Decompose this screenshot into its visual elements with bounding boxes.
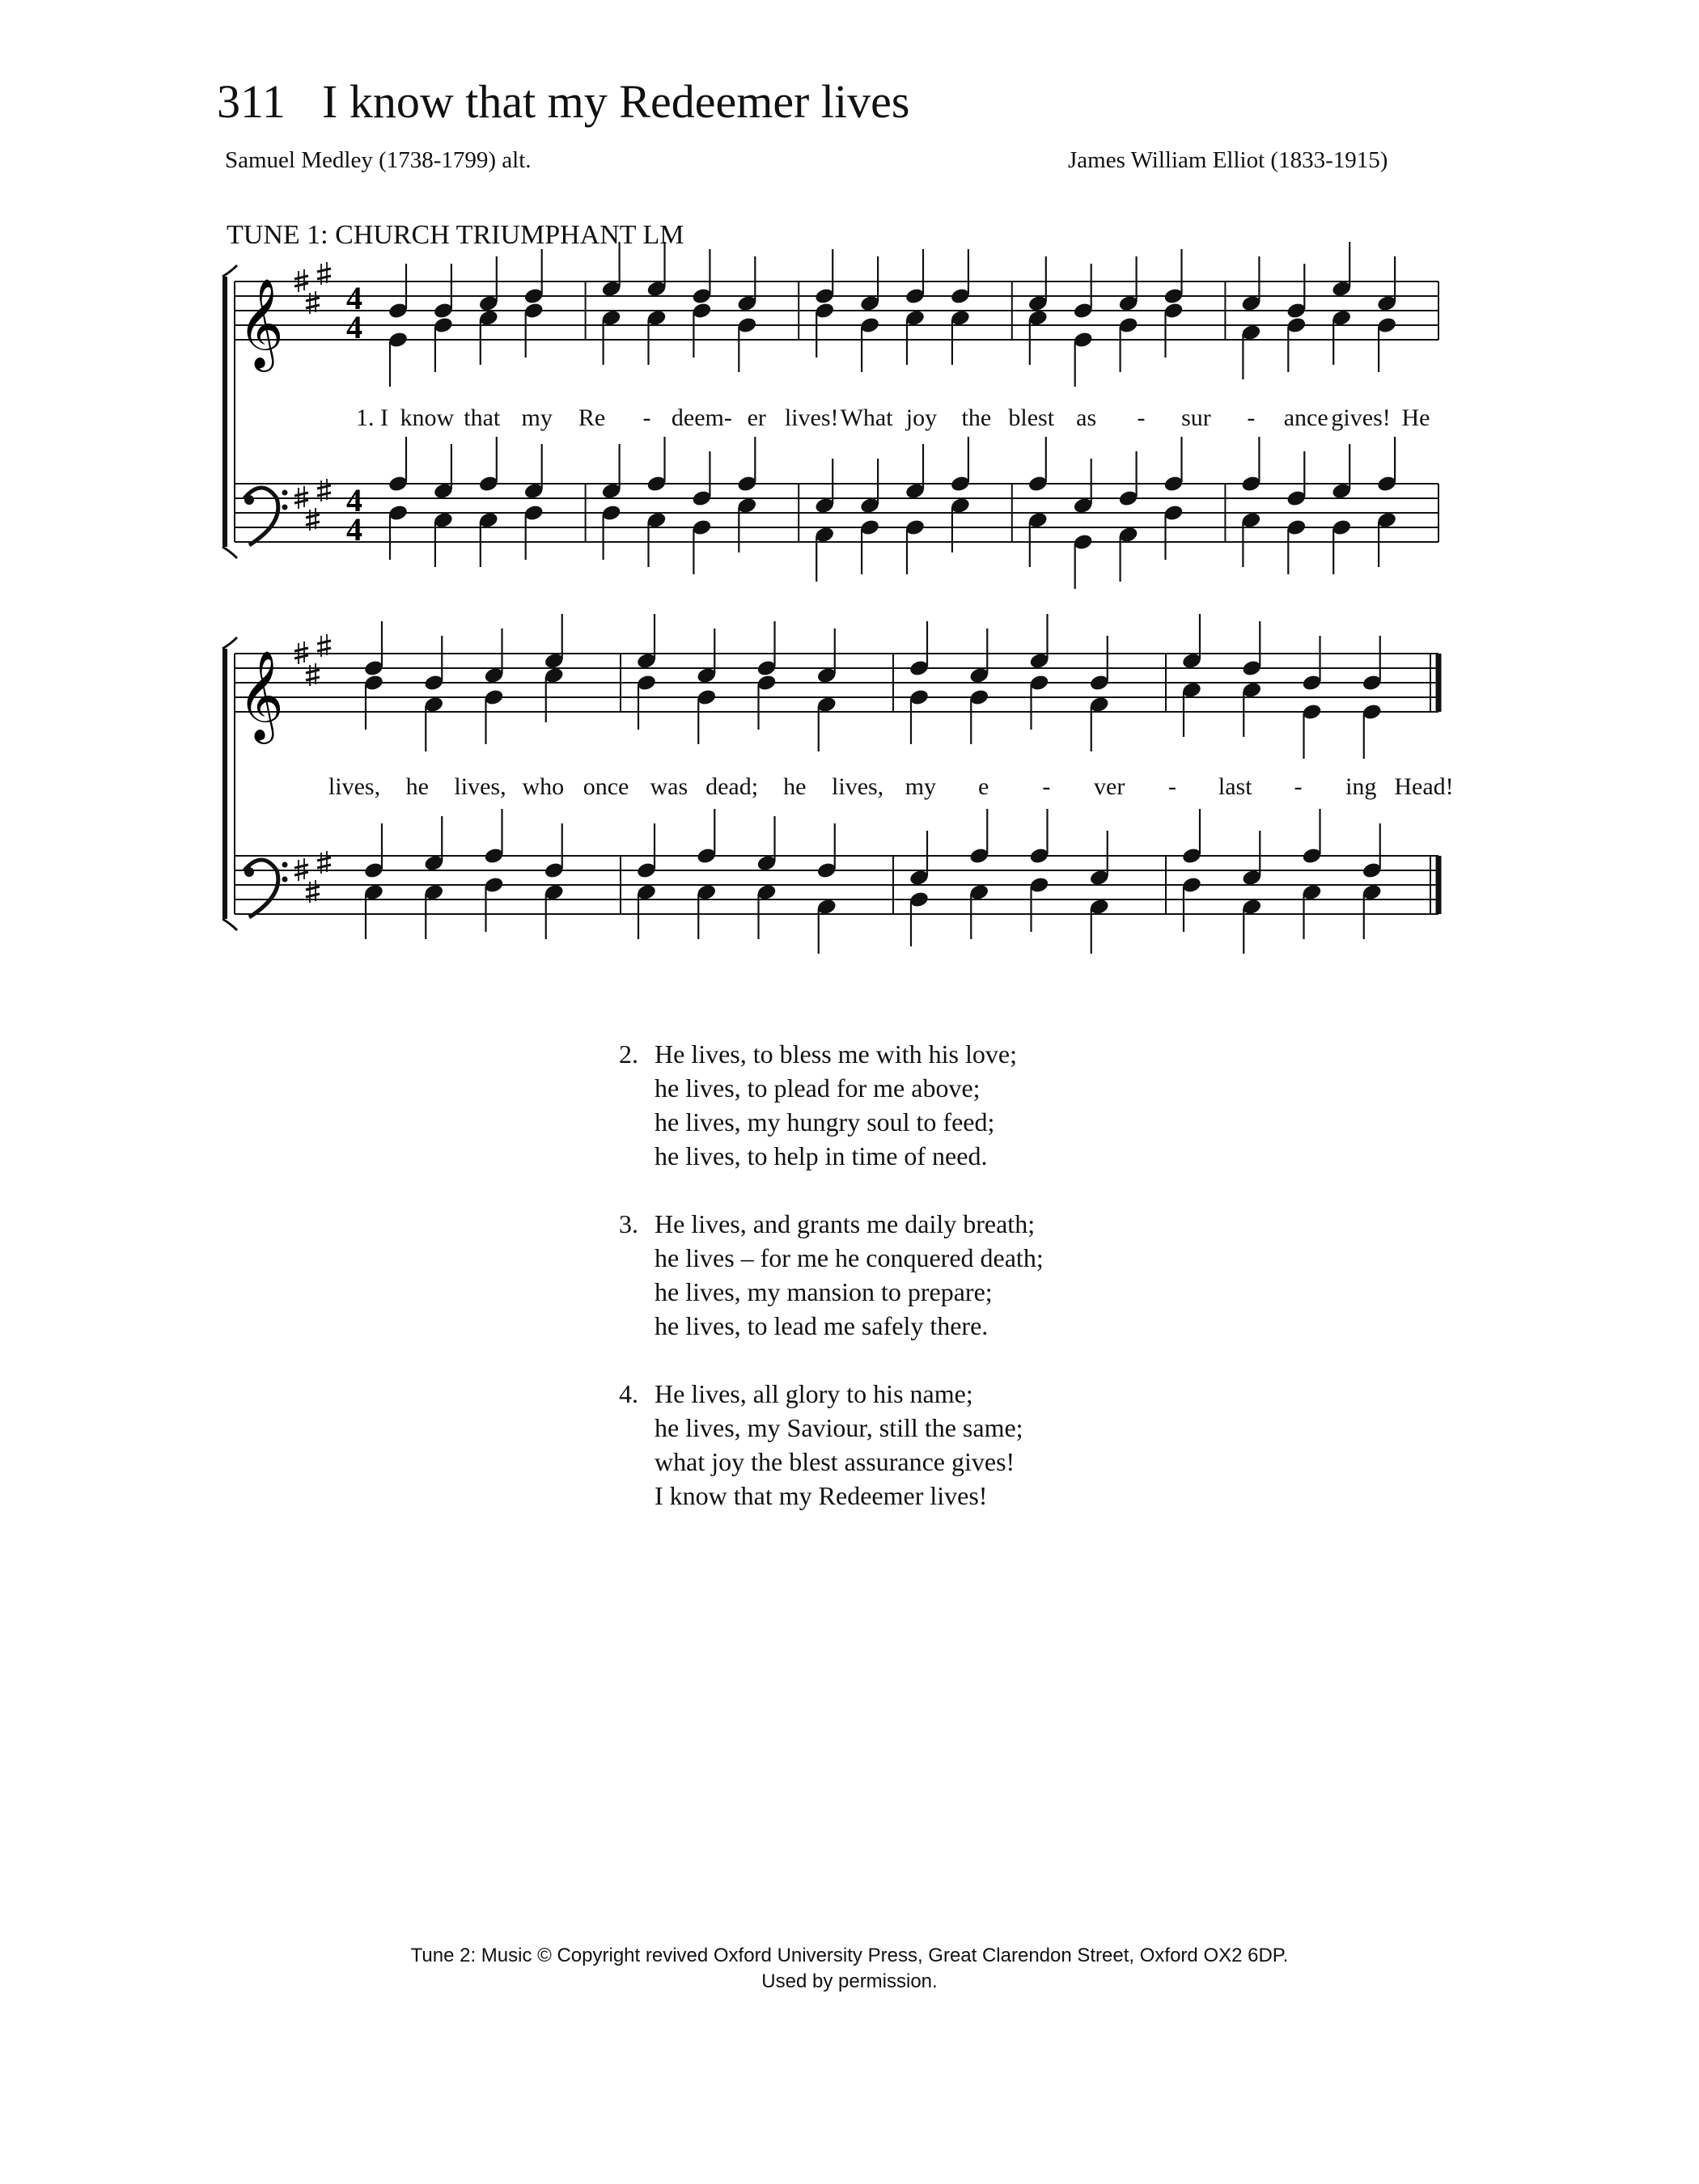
copyright-notice xyxy=(0,1943,1699,1995)
note xyxy=(1163,302,1184,358)
note xyxy=(756,883,777,939)
note xyxy=(1118,256,1139,312)
lyric-syllable: he xyxy=(783,773,807,800)
note xyxy=(968,809,989,865)
stanza-line: he lives, my Saviour, still the same; xyxy=(655,1413,1023,1442)
note xyxy=(816,823,837,879)
note xyxy=(696,629,717,684)
lyric-syllable: lives, xyxy=(328,773,381,800)
note xyxy=(1089,696,1110,751)
note xyxy=(1163,504,1184,560)
note xyxy=(1073,459,1094,514)
note xyxy=(1240,511,1261,567)
stanza-number: 3. xyxy=(619,1209,638,1238)
note xyxy=(950,437,971,493)
note xyxy=(1027,511,1049,567)
note xyxy=(691,451,712,507)
note xyxy=(814,302,835,358)
lyric-syllable: ing xyxy=(1345,773,1377,800)
note xyxy=(1181,681,1202,737)
time-signature-numerator: 4 xyxy=(346,280,362,316)
lyric-syllable: What xyxy=(840,404,893,431)
bass-clef xyxy=(244,488,288,545)
note xyxy=(1163,249,1184,305)
note xyxy=(1163,437,1184,493)
note xyxy=(601,504,622,560)
note xyxy=(950,497,971,552)
note xyxy=(736,256,757,312)
note xyxy=(544,823,565,879)
note xyxy=(1362,703,1383,759)
stanza-line: he lives, to help in time of need. xyxy=(655,1141,988,1170)
lyric-syllable: er xyxy=(747,404,766,431)
note xyxy=(691,302,712,358)
note xyxy=(1089,898,1110,954)
note xyxy=(636,674,657,730)
note xyxy=(905,249,926,305)
lyric-syllable: gives! xyxy=(1331,404,1391,431)
note xyxy=(423,883,444,939)
note xyxy=(523,249,544,305)
stanza-2 xyxy=(619,1037,1044,1173)
note xyxy=(909,621,930,677)
note xyxy=(905,518,926,574)
note xyxy=(636,883,657,939)
note xyxy=(1286,264,1307,320)
stanza-line: he lives, to lead me safely there. xyxy=(655,1311,989,1340)
note xyxy=(968,688,989,744)
note xyxy=(1301,883,1322,939)
note xyxy=(1089,831,1110,887)
lyric-syllable: - xyxy=(1042,773,1051,800)
note xyxy=(1027,309,1049,365)
stanza-line: what joy the blest assurance gives! xyxy=(655,1447,1015,1476)
note xyxy=(756,621,777,677)
stanza-line: he lives, to plead for me above; xyxy=(655,1073,981,1103)
note xyxy=(909,891,930,946)
note xyxy=(483,876,504,932)
note xyxy=(1331,444,1352,500)
note xyxy=(1286,518,1307,574)
lyric-syllable: ver xyxy=(1094,773,1125,800)
note xyxy=(1241,898,1262,954)
note xyxy=(646,242,667,298)
note xyxy=(905,444,926,500)
note xyxy=(423,696,444,751)
note xyxy=(1241,831,1262,887)
note xyxy=(523,504,544,560)
lyric-syllable: sur xyxy=(1181,404,1211,431)
note xyxy=(1286,451,1307,507)
lyric-syllable: Head! xyxy=(1394,773,1454,800)
stanza-line: he lives, my hungry soul to feed; xyxy=(655,1107,995,1136)
note xyxy=(1089,636,1110,692)
note xyxy=(433,444,454,500)
tune-label: TUNE 1: CHURCH TRIUMPHANT LM xyxy=(227,220,684,250)
note xyxy=(968,883,989,939)
stanza-4 xyxy=(619,1377,1044,1513)
note xyxy=(691,249,712,305)
lyric-syllable: He xyxy=(1401,404,1430,431)
note xyxy=(483,688,504,744)
music-score xyxy=(0,0,1699,971)
note xyxy=(601,444,622,500)
lyric-syllable: that xyxy=(464,404,501,431)
note xyxy=(691,518,712,574)
lyric-syllable: lives! xyxy=(784,404,839,431)
note xyxy=(483,809,504,865)
stanza-line: he lives, my mansion to prepare; xyxy=(655,1277,993,1306)
note xyxy=(433,511,454,567)
note xyxy=(636,823,657,879)
lyric-syllable: my xyxy=(521,404,553,431)
lyric-syllable: dead; xyxy=(705,773,759,800)
note xyxy=(816,898,837,954)
stanza-line: He lives, all glory to his name; xyxy=(655,1379,973,1408)
time-signature-numerator: 4 xyxy=(346,482,362,518)
note xyxy=(1362,883,1383,939)
hymn-number: 311 xyxy=(217,75,286,128)
lyric-syllable: lives, xyxy=(454,773,506,800)
note xyxy=(1376,256,1397,312)
note xyxy=(736,497,757,552)
note xyxy=(950,249,971,305)
stanza-line: I know that my Redeemer lives! xyxy=(655,1481,988,1510)
note xyxy=(859,316,880,372)
time-signature-denominator: 4 xyxy=(346,511,362,548)
note xyxy=(909,688,930,744)
lyric-syllable: - xyxy=(1167,773,1176,800)
note xyxy=(1362,823,1383,879)
note xyxy=(859,518,880,574)
note xyxy=(1028,614,1049,670)
note xyxy=(478,256,499,312)
stanza-line: he lives – for me he conquered death; xyxy=(655,1243,1044,1272)
note xyxy=(388,331,409,387)
note xyxy=(433,316,454,372)
note xyxy=(363,621,384,677)
note xyxy=(696,883,717,939)
lyric-syllable: my xyxy=(905,773,937,800)
note xyxy=(968,629,989,684)
note xyxy=(1028,876,1049,932)
note xyxy=(636,614,657,670)
note xyxy=(601,242,622,298)
lyric-syllable: was xyxy=(650,773,688,800)
stanzas-block xyxy=(619,1037,1044,1547)
note xyxy=(1181,614,1202,670)
permission-line: Used by permission. xyxy=(761,1970,938,1992)
note xyxy=(363,883,384,939)
note xyxy=(646,511,667,567)
treble-clef: 𝄞 xyxy=(238,652,284,739)
note xyxy=(388,504,409,560)
note xyxy=(1073,264,1094,320)
note xyxy=(1118,526,1139,582)
note xyxy=(1073,331,1094,387)
lyric-syllable: ance xyxy=(1283,404,1328,431)
note xyxy=(905,309,926,365)
note xyxy=(646,437,667,493)
note xyxy=(1240,437,1261,493)
treble-clef: 𝄞 xyxy=(238,280,284,366)
lyric-syllable: - xyxy=(1137,404,1146,431)
note xyxy=(1073,533,1094,589)
music-system-2 xyxy=(222,614,1438,954)
note xyxy=(1362,636,1383,692)
stanza-line: He lives, and grants me daily breath; xyxy=(655,1209,1036,1238)
note xyxy=(388,264,409,320)
lyric-syllable: as xyxy=(1076,404,1097,431)
lyric-syllable: joy xyxy=(905,404,938,431)
note xyxy=(433,264,454,320)
note xyxy=(1286,316,1307,372)
note xyxy=(423,816,444,872)
lyric-syllable: who xyxy=(522,773,565,800)
lyric-syllable: he xyxy=(405,773,429,800)
note xyxy=(544,883,565,939)
note xyxy=(909,831,930,887)
note xyxy=(478,437,499,493)
note xyxy=(1028,809,1049,865)
note xyxy=(696,809,717,865)
note xyxy=(1241,681,1262,737)
note xyxy=(1240,324,1261,379)
note xyxy=(1301,809,1322,865)
stanza-number: 4. xyxy=(619,1379,638,1408)
note xyxy=(814,459,835,514)
tune-composer: James William Elliot (1833-1915) xyxy=(1068,147,1388,173)
copyright-line: Tune 2: Music © Copyright revived Oxford University Press, Great Clarendon Street, Oxford OX2 6DP. xyxy=(410,1945,1289,1966)
note xyxy=(388,437,409,493)
note xyxy=(423,636,444,692)
note xyxy=(1376,511,1397,567)
note xyxy=(736,437,757,493)
note xyxy=(696,688,717,744)
note xyxy=(523,444,544,500)
note xyxy=(950,309,971,365)
note xyxy=(859,459,880,514)
lyric-syllable: e xyxy=(977,773,989,800)
lyric-syllable: blest xyxy=(1008,404,1055,431)
stanza-3 xyxy=(619,1207,1044,1343)
lyric-syllable: 1. I xyxy=(356,404,388,431)
stanza-number: 2. xyxy=(619,1039,638,1069)
note xyxy=(814,526,835,582)
note xyxy=(1376,316,1397,372)
note xyxy=(1118,451,1139,507)
note xyxy=(1301,703,1322,759)
note xyxy=(1027,256,1049,312)
note xyxy=(1027,437,1049,493)
note xyxy=(1118,316,1139,372)
note xyxy=(1240,256,1261,312)
lyric-syllable: deem- xyxy=(671,404,732,431)
note xyxy=(483,629,504,684)
note xyxy=(814,249,835,305)
note xyxy=(544,614,565,670)
note xyxy=(1241,621,1262,677)
lyric-syllable: - xyxy=(642,404,651,431)
note xyxy=(1028,674,1049,730)
note xyxy=(1331,518,1352,574)
note xyxy=(363,823,384,879)
lyric-syllable: lives, xyxy=(832,773,884,800)
note xyxy=(756,674,777,730)
note xyxy=(1376,437,1397,493)
text-author: Samuel Medley (1738-1799) alt. xyxy=(225,147,532,173)
note xyxy=(544,667,565,722)
note xyxy=(1181,809,1202,865)
note xyxy=(1331,309,1352,365)
lyric-syllable: know xyxy=(400,404,455,431)
stanza-line: He lives, to bless me with his love; xyxy=(655,1039,1017,1069)
note xyxy=(1301,636,1322,692)
lyric-syllable: once xyxy=(583,773,629,800)
note xyxy=(1181,876,1202,932)
lyric-syllable: - xyxy=(1294,773,1303,800)
hymn-title: I know that my Redeemer lives xyxy=(322,75,910,128)
lyric-syllable: Re xyxy=(578,404,606,431)
lyric-syllable: last xyxy=(1218,773,1252,800)
note xyxy=(478,309,499,365)
lyric-syllable: - xyxy=(1247,404,1256,431)
lyric-syllable: the xyxy=(961,404,992,431)
bass-clef xyxy=(244,860,288,917)
note xyxy=(756,816,777,872)
note xyxy=(736,316,757,372)
note xyxy=(601,309,622,365)
note xyxy=(1331,242,1352,298)
note xyxy=(859,256,880,312)
note xyxy=(816,696,837,751)
note xyxy=(816,629,837,684)
time-signature-denominator: 4 xyxy=(346,309,362,345)
note xyxy=(478,511,499,567)
note xyxy=(363,674,384,730)
note xyxy=(646,309,667,365)
note xyxy=(523,302,544,358)
